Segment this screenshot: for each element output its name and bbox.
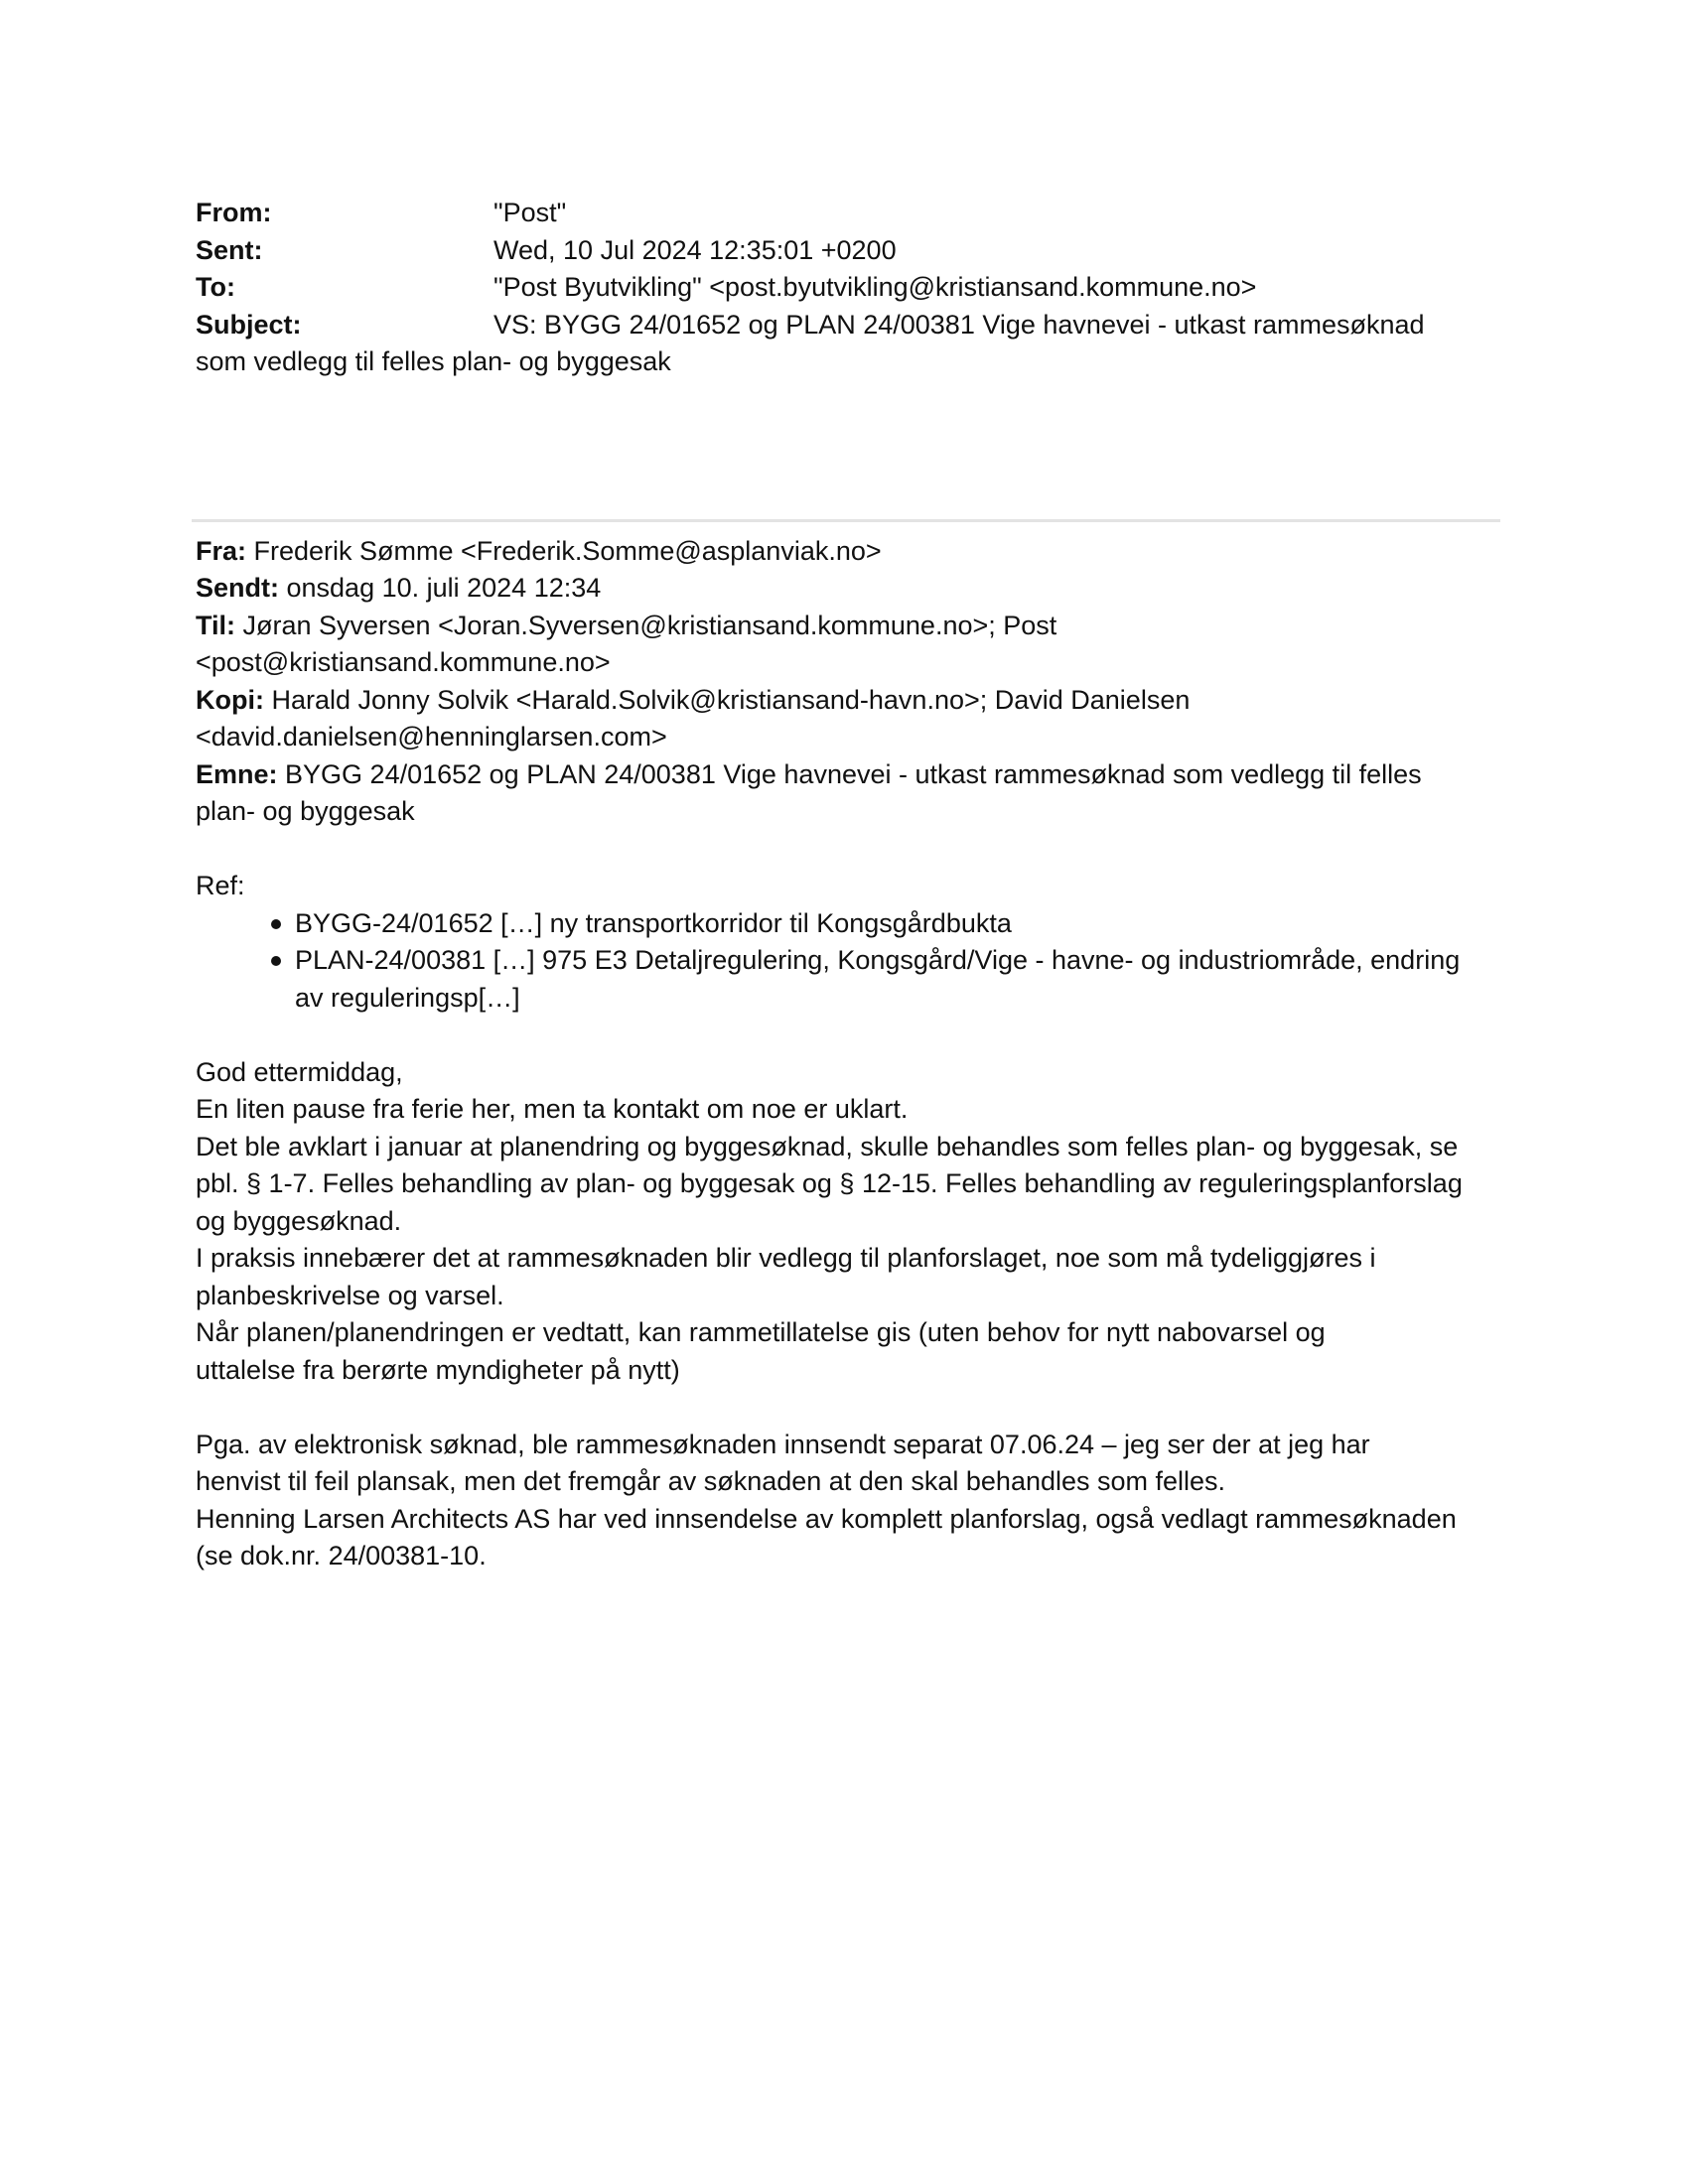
- body-line: Det ble avklart i januar at planendring og byggesøknad, skulle behandles som felles plan- og byggesak, se: [196, 1131, 1459, 1161]
- fwd-emne-value: BYGG 24/01652 og PLAN 24/00381 Vige havnevei - utkast rammesøknad som vedlegg til felles: [277, 758, 1422, 789]
- fwd-fra-line: [196, 533, 1506, 571]
- from-label: From:: [196, 198, 272, 227]
- body-line: En liten pause fra ferie her, men ta kontakt om noe er uklart.: [196, 1094, 909, 1124]
- ref-label: Ref:: [196, 871, 245, 900]
- fwd-emne-label: Emne:: [196, 758, 278, 789]
- fwd-emne-continuation: plan- og byggesak: [196, 796, 415, 826]
- sent-value: Wed, 10 Jul 2024 12:35:01 +0200: [493, 234, 897, 265]
- fwd-til-line: [196, 608, 1506, 645]
- subject-continuation: som vedlegg til felles plan- og byggesak: [196, 346, 671, 376]
- fwd-sendt-line: [196, 570, 1506, 608]
- fwd-fra-value: Frederik Sømme <Frederik.Somme@asplanviak.no>: [246, 535, 882, 566]
- fwd-kopi-line: [196, 682, 1506, 720]
- body-line: (se dok.nr. 24/00381-10.: [196, 1541, 487, 1570]
- body-line: uttalelse fra berørte myndigheter på nytt): [196, 1354, 680, 1385]
- body-line: henvist til feil plansak, men det fremgår av søknaden at den skal behandles som felles.: [196, 1466, 1226, 1496]
- sent-label: Sent:: [196, 234, 263, 265]
- subject-label: Subject:: [196, 309, 302, 340]
- email-document: [196, 195, 1506, 1575]
- fwd-sendt-label: Sendt:: [196, 573, 279, 603]
- ref-item: BYGG-24/01652 […] ny transportkorridor til Kongsgårdbukta: [295, 905, 1506, 943]
- fwd-fra-label: Fra:: [196, 535, 247, 566]
- fwd-kopi-continuation: <david.danielsen@henninglarsen.com>: [196, 722, 667, 751]
- header-to-row: [196, 269, 1506, 307]
- spacer: [196, 1017, 1506, 1054]
- body-line: Henning Larsen Architects AS har ved innsendelse av komplett planforslag, også vedlagt rammesøknaden: [196, 1503, 1457, 1534]
- ref-item-text: PLAN-24/00381 […] 975 E3 Detaljregulering, Kongsgård/Vige - havne- og industriområde, endring: [295, 945, 1461, 975]
- header-sent-row: [196, 232, 1506, 270]
- body-line: og byggesøknad.: [196, 1205, 402, 1236]
- fwd-til-continuation: <post@kristiansand.kommune.no>: [196, 647, 611, 677]
- fwd-kopi-value: Harald Jonny Solvik <Harald.Solvik@kristiansand-havn.no>; David Danielsen: [263, 684, 1191, 715]
- forwarded-header: [196, 533, 1506, 831]
- spacer: [196, 1389, 1506, 1427]
- subject-value: VS: BYGG 24/01652 og PLAN 24/00381 Vige havnevei - utkast rammesøknad: [493, 309, 1425, 340]
- fwd-til-label: Til:: [196, 610, 235, 640]
- fwd-kopi-label: Kopi:: [196, 684, 264, 715]
- from-value: "Post": [493, 198, 567, 227]
- ref-list: [196, 905, 1506, 1018]
- fwd-til-value: Jøran Syversen <Joran.Syversen@kristiansand.kommune.no>; Post: [235, 610, 1057, 640]
- header-from-row: [196, 195, 1506, 232]
- fwd-emne-line: [196, 756, 1506, 794]
- body-line: planbeskrivelse og varsel.: [196, 1280, 504, 1310]
- body-line: Når planen/planendringen er vedtatt, kan rammetillatelse gis (uten behov for nytt nabovarsel og: [196, 1317, 1326, 1347]
- body-line: I praksis innebærer det at rammesøknaden blir vedlegg til planforslaget, noe som må tydeliggjøres i: [196, 1243, 1376, 1273]
- body-line: pbl. § 1-7. Felles behandling av plan- og byggesak og § 12-15. Felles behandling av reguleringsplanforslag: [196, 1168, 1463, 1198]
- body-line: Pga. av elektronisk søknad, ble rammesøknaden innsendt separat 07.06.24 – jeg ser der at jeg har: [196, 1429, 1370, 1459]
- to-label: To:: [196, 272, 235, 302]
- email-header: [196, 195, 1506, 381]
- to-value: "Post Byutvikling" <post.byutvikling@kristiansand.kommune.no>: [493, 272, 1257, 302]
- spacer: [196, 831, 1506, 869]
- header-subject-row: [196, 307, 1506, 344]
- separator-rule: [192, 519, 1500, 522]
- greeting: God ettermiddag,: [196, 1056, 403, 1087]
- ref-item-text-continuation: av reguleringsp[…]: [295, 982, 520, 1013]
- fwd-sendt-value: onsdag 10. juli 2024 12:34: [279, 573, 602, 603]
- ref-item: [295, 942, 1506, 1017]
